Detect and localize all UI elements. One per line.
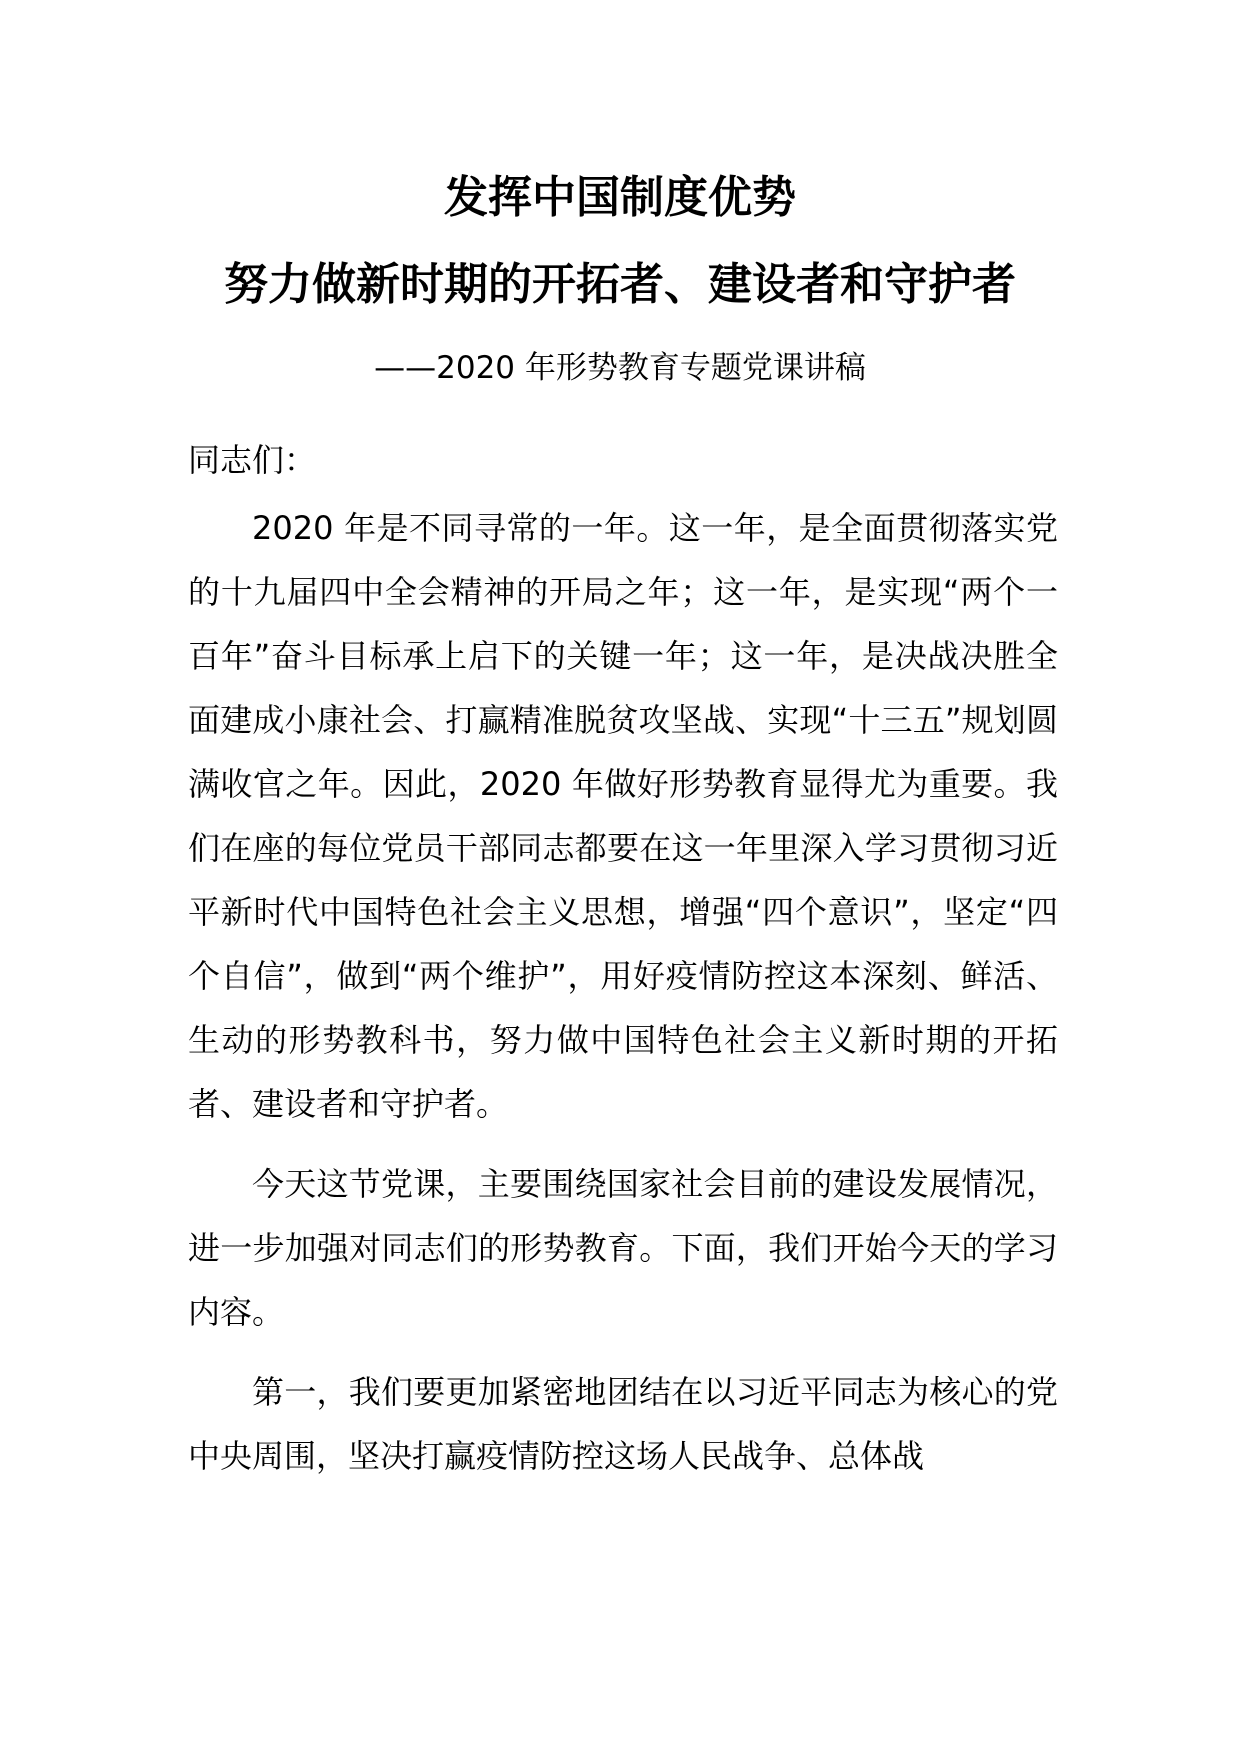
paragraph-3: 第一，我们要更加紧密地团结在以习近平同志为核心的党中央周围，坚决打赢疫情防控这场人民战争、总体战	[188, 1373, 1058, 1475]
paragraph-1: 2020 年是不同寻常的一年。这一年，是全面贯彻落实党的十九届四中全会精神的开局之年；这一年，是实现“两个一百年”奋斗目标承上启下的关键一年；这一年，是决战决胜全面建成小康社会、打赢精准脱贫攻坚战、实现“十三五”规划圆满收官之年。因此，2020 年做好形势教育显得尤为重要。我们在座的每位党员干部同志都要在这一年里深入学习贯彻习近平新时代中国特色社会主义思想，增强“四个意识”，坚定“四个自信”，做到“两个维护”，用好疫情防控这本深刻、鲜活、生动的形势教科书，努力做中国特色社会主义新时期的开拓者、建设者和守护者。	[188, 509, 1058, 1123]
paragraph-2: 今天这节党课，主要围绕国家社会目前的建设发展情况，进一步加强对同志们的形势教育。下面，我们开始今天的学习内容。	[188, 1165, 1058, 1331]
document-body	[188, 428, 1058, 1488]
title-line-1: 发挥中国制度优势	[444, 172, 796, 223]
title-line-2: 努力做新时期的开拓者、建设者和守护者	[224, 259, 1016, 310]
salutation: 同志们：	[188, 441, 317, 479]
subtitle: ——2020 年形势教育专题党课讲稿	[374, 350, 866, 386]
